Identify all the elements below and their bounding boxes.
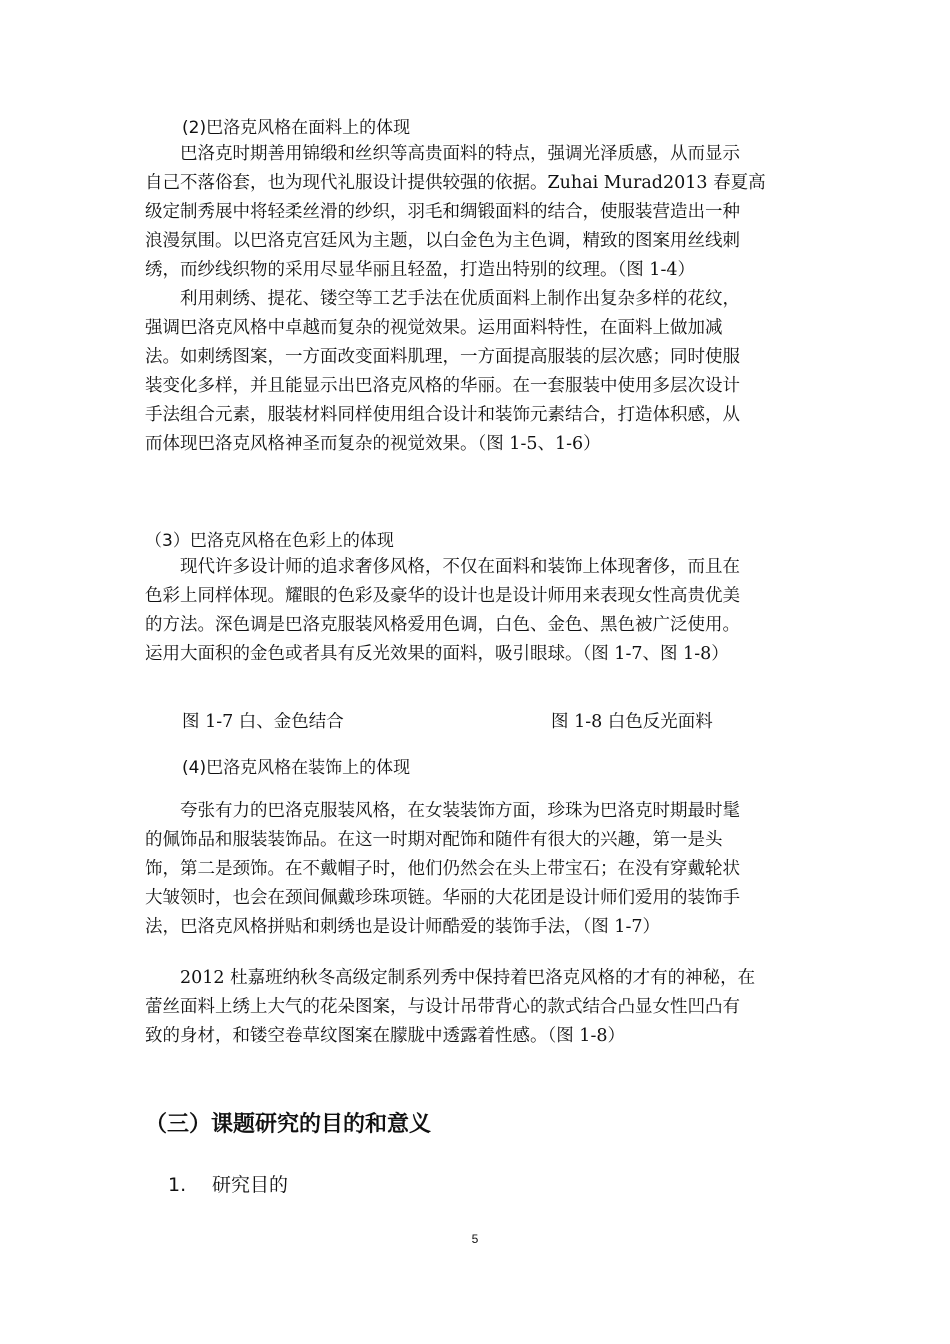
paragraph-line: 的佩饰品和服装装饰品。在这一时期对配饰和随件有很大的兴趣，第一是头 [145,830,723,850]
paragraph-line: 而体现巴洛克风格神圣而复杂的视觉效果。（图 1-5、1-6） [145,434,601,454]
paragraph-line: 装变化多样，并且能显示出巴洛克风格的华丽。在一套服装中使用多层次设计 [145,376,740,396]
paragraph-line: 法。如刺绣图案，一方面改变面料肌理，一方面提高服装的层次感；同时使服 [145,347,740,367]
paragraph-line: 法，巴洛克风格拼贴和刺绣也是设计师酷爱的装饰手法，（图 1-7） [145,917,660,937]
section-3-heading: （3）巴洛克风格在色彩上的体现 [145,531,394,551]
subsection-title: 研究目的 [212,1174,289,1196]
paragraph-line: 利用刺绣、提花、镂空等工艺手法在优质面料上制作出复杂多样的花纹， [180,289,740,309]
paragraph-line: 浪漫氛围。以巴洛克宫廷风为主题，以白金色为主色调，精致的图案用丝线刺 [145,231,740,251]
subsection-number: 1. [168,1174,187,1196]
section-4-heading: (4)巴洛克风格在装饰上的体现 [182,758,411,778]
paragraph-line: 夸张有力的巴洛克服装风格，在女装装饰方面，珍珠为巴洛克时期最时髦 [180,801,740,821]
paragraph-line: 蕾丝面料上绣上大气的花朵图案，与设计吊带背心的款式结合凸显女性凹凸有 [145,997,740,1017]
paragraph-line: 致的身材，和镂空卷草纹图案在朦胧中透露着性感。（图 1-8） [145,1026,625,1046]
page-number: 5 [471,1232,479,1246]
paragraph-line: 自己不落俗套，也为现代礼服设计提供较强的依据。Zuhai Murad2013 春夏高 [145,173,766,193]
chapter-heading: （三）课题研究的目的和意义 [145,1112,432,1137]
figure-caption-right: 图 1-8 白色反光面料 [551,712,713,732]
paragraph-line: 手法组合元素，服装材料同样使用组合设计和装饰元素结合，打造体积感，从 [145,405,740,425]
section-2-heading: (2)巴洛克风格在面料上的体现 [182,118,411,138]
paragraph-line: 现代许多设计师的追求奢侈风格，不仅在面料和装饰上体现奢侈，而且在 [180,557,740,577]
figure-caption-left: 图 1-7 白、金色结合 [182,712,344,732]
subsection-heading [168,1170,288,1197]
paragraph-line: 2012 杜嘉班纳秋冬高级定制系列秀中保持着巴洛克风格的才有的神秘，在 [180,968,756,988]
paragraph-line: 大皱领时，也会在颈间佩戴珍珠项链。华丽的大花团是设计师们爱用的装饰手 [145,888,740,908]
paragraph-line: 色彩上同样体现。耀眼的色彩及豪华的设计也是设计师用来表现女性高贵优美 [145,586,740,606]
paragraph-line: 强调巴洛克风格中卓越而复杂的视觉效果。运用面料特性，在面料上做加减 [145,318,723,338]
paragraph-line: 绣，而纱线织物的采用尽显华丽且轻盈，打造出特别的纹理。（图 1-4） [145,260,695,280]
paragraph-line: 巴洛克时期善用锦缎和丝织等高贵面料的特点，强调光泽质感，从而显示 [180,144,740,164]
paragraph-line: 级定制秀展中将轻柔丝滑的纱织，羽毛和绸锻面料的结合，使服装营造出一种 [145,202,740,222]
paragraph-line: 的方法。深色调是巴洛克服装风格爱用色调，白色、金色、黑色被广泛使用。 [145,615,740,635]
paragraph-line: 运用大面积的金色或者具有反光效果的面料，吸引眼球。（图 1-7、图 1-8） [145,644,729,664]
paragraph-line: 饰，第二是颈饰。在不戴帽子时，他们仍然会在头上带宝石；在没有穿戴轮状 [145,859,740,879]
